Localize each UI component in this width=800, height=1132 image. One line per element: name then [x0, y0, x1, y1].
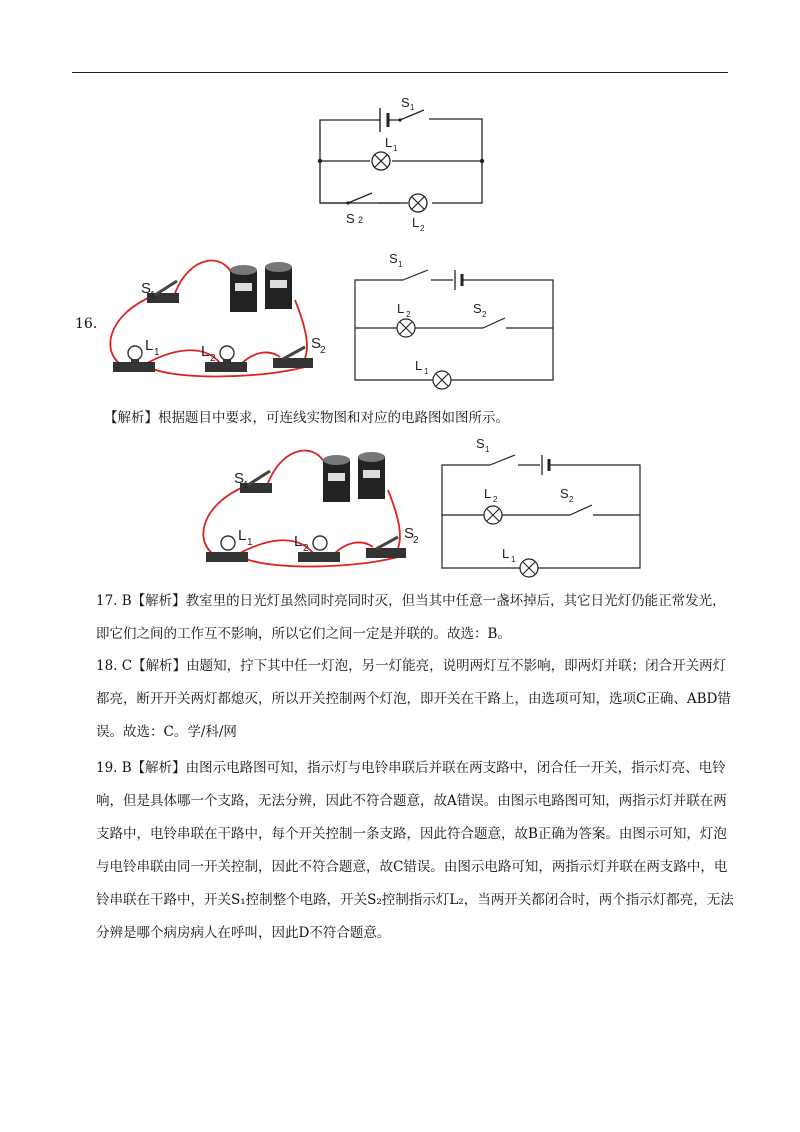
- svg-text:1: 1: [485, 445, 490, 454]
- label-l2: L: [412, 215, 420, 230]
- q18-text: 18. C【解析】由题知，拧下其中任一灯泡，另一灯能亮，说明两灯互不影响，即两灯并联；闭合开关两灯都亮，断开开关两灯都熄灭，所以开关控制两个灯泡，即开关在干路上，由选项可知，选项C正确、ABD错误。故选：C。学/科/网: [96, 658, 731, 740]
- lamp-l1-icon: [433, 371, 451, 389]
- svg-text:S: S: [234, 470, 245, 487]
- svg-text:2: 2: [320, 345, 326, 356]
- question-16-number: 16.: [75, 316, 98, 332]
- svg-text:L: L: [415, 358, 423, 373]
- lamp-l2-icon: [409, 194, 427, 212]
- q16-circuit-diagram: [353, 250, 558, 385]
- svg-text:2: 2: [569, 495, 574, 504]
- svg-text:L: L: [397, 301, 405, 316]
- label-l1: L: [385, 135, 393, 150]
- svg-text:L: L: [201, 343, 210, 360]
- svg-text:S: S: [404, 525, 415, 542]
- svg-text:S: S: [389, 251, 398, 266]
- svg-text:1: 1: [410, 103, 415, 112]
- svg-text:2: 2: [303, 543, 309, 554]
- svg-text:L: L: [502, 546, 510, 561]
- top-circuit-diagram: [300, 90, 500, 240]
- svg-text:1: 1: [424, 367, 429, 376]
- svg-text:L: L: [484, 486, 492, 501]
- svg-text:L: L: [238, 527, 247, 544]
- label-s2: S: [346, 211, 355, 226]
- answer-circuit-diagram: [440, 436, 645, 580]
- svg-text:1: 1: [511, 555, 516, 564]
- svg-text:2: 2: [406, 310, 411, 319]
- label-s1: S: [401, 95, 410, 110]
- svg-text:S: S: [560, 486, 569, 501]
- svg-text:2: 2: [482, 310, 487, 319]
- svg-text:1: 1: [398, 260, 403, 269]
- answer-wiring-picture: [198, 445, 423, 570]
- svg-text:1: 1: [154, 347, 160, 358]
- svg-text:2: 2: [413, 535, 419, 546]
- svg-text:S: S: [476, 436, 485, 451]
- svg-text:L: L: [294, 533, 303, 550]
- svg-text:S: S: [473, 301, 482, 316]
- svg-text:1: 1: [247, 537, 253, 548]
- header-rule: [72, 72, 728, 73]
- svg-text:S: S: [311, 335, 322, 352]
- q16-wiring-picture: [105, 255, 330, 380]
- svg-text:L: L: [145, 337, 154, 354]
- lamp-l2-icon: [397, 319, 415, 337]
- lamp-l1-icon: [372, 152, 390, 170]
- svg-text:S: S: [141, 280, 152, 297]
- svg-text:1: 1: [243, 480, 249, 491]
- svg-text:2: 2: [493, 495, 498, 504]
- svg-text:2: 2: [210, 353, 216, 364]
- svg-text:2: 2: [420, 224, 425, 233]
- q16-analysis: 【解析】根据题目中要求，可连线实物图和对应的电路图如图所示。: [104, 410, 509, 426]
- battery-icon: [230, 262, 292, 312]
- q19-text: 19. B【解析】由图示电路图可知，指示灯与电铃串联后并联在两支路中，闭合任一开关，指示灯亮、电铃响，但是具体哪一个支路，无法分辨，因此不符合题意，故A错误。由图示电路图可知，两指示灯并联在两支路中，电铃串联在干路中，每个开关控制一条支路，因此符合题意，故B正确为答案。由图示可知，灯泡与电铃串联由同一开关控制，因此不符合题意，故C错误。由图示电路可知，两指示灯并联在两支路中，电铃串联在干路中，开关S₁控制整个电路，开关S₂控制指示灯L₂，当两开关都闭合时，两个指示灯都亮，无法分辨是哪个病房病人在呼叫，因此D不符合题意。: [96, 760, 734, 941]
- svg-text:1: 1: [393, 144, 398, 153]
- svg-text:1: 1: [150, 290, 156, 301]
- q17-text: 17. B【解析】教室里的日光灯虽然同时亮同时灭，但当其中任意一盏坏掉后，其它日光灯仍能正常发光，即它们之间的工作互不影响，所以它们之间一定是并联的。故选：B。: [96, 593, 726, 642]
- svg-text:2: 2: [358, 215, 364, 225]
